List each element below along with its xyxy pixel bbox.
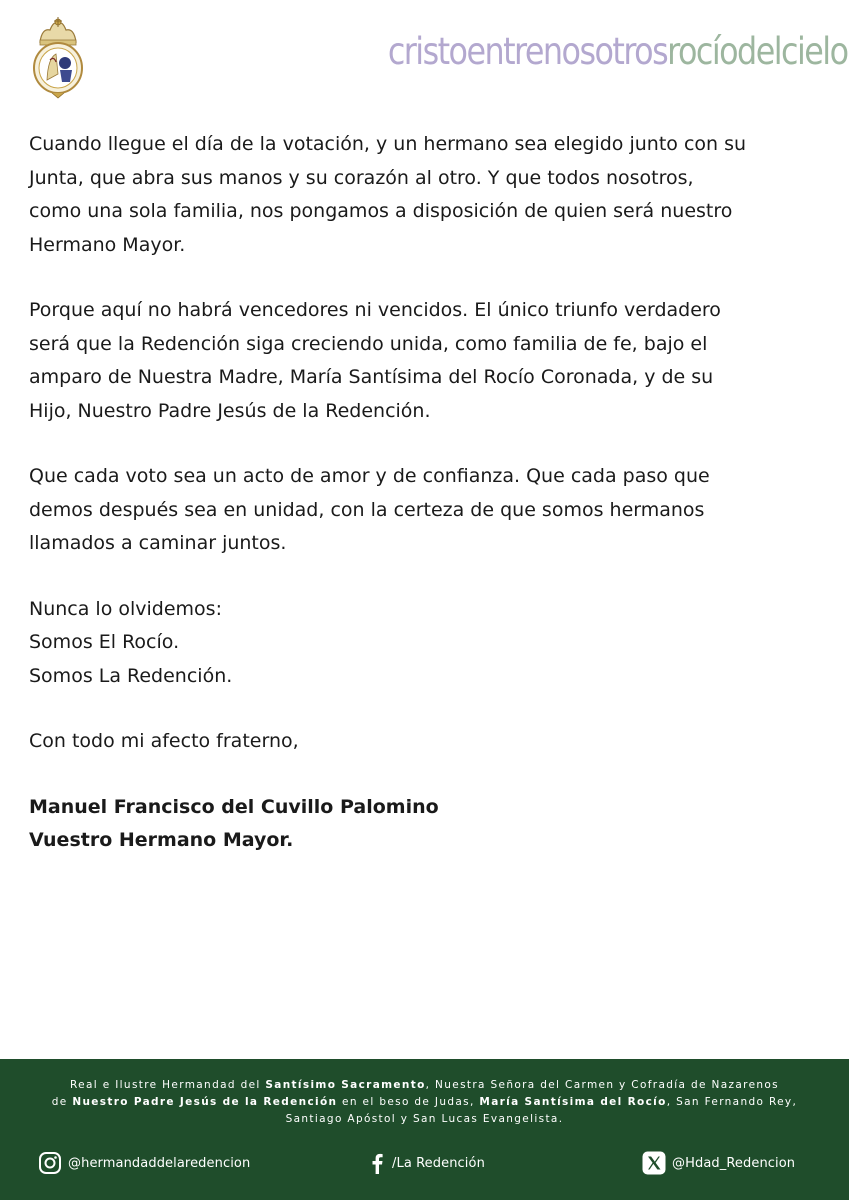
signature <box>29 791 829 858</box>
page-header <box>0 0 849 110</box>
signature-name: Manuel Francisco del Cuvillo Palomino <box>29 795 439 818</box>
legal-text-bold: Santísimo Sacramento <box>265 1079 426 1091</box>
social-x[interactable] <box>642 1151 795 1175</box>
text-line: Hermano Mayor. <box>29 233 186 256</box>
text-line: Que cada voto sea un acto de amor y de confianza. Que cada paso que <box>29 465 710 487</box>
instagram-handle: @hermandaddelaredencion <box>68 1155 251 1171</box>
paragraph-voting <box>29 128 829 262</box>
text-line: amparo de Nuestra Madre, María Santísima del Rocío Coronada, y de su <box>29 366 714 388</box>
facebook-icon <box>368 1151 386 1175</box>
text-line: será que la Redención siga creciendo unida, como familia de fe, bajo el <box>29 332 708 355</box>
legal-text: de <box>51 1096 73 1108</box>
text-line: como una sola familia, nos pongamos a disposición de quien será nuestro <box>29 200 733 222</box>
closing-line <box>29 725 829 759</box>
text-line: Con todo mi afecto fraterno, <box>29 730 299 752</box>
social-instagram[interactable] <box>38 1151 250 1175</box>
legal-text: Real e Ilustre Hermandad del <box>70 1079 266 1091</box>
tagline-part-2: rocíodelcielo <box>666 30 847 73</box>
letter-body <box>29 128 829 890</box>
facebook-handle: /La Redención <box>392 1155 485 1171</box>
legal-text: en el beso de Judas, <box>337 1096 480 1108</box>
text-line: Somos La Redención. <box>29 664 233 687</box>
text-line: Hijo, Nuestro Padre Jesús de la Redención. <box>29 399 431 422</box>
social-facebook[interactable] <box>368 1151 485 1175</box>
paragraph-vote <box>29 460 829 561</box>
signature-title: Vuestro Hermano Mayor. <box>29 829 294 851</box>
tagline-part-1: cristoentrenosotros <box>387 30 667 73</box>
legal-text: , Nuestra Señora del Carmen y Cofradía de Nazarenos <box>425 1079 779 1091</box>
legal-text: Santiago Apóstol y San Lucas Evangelista. <box>285 1113 564 1125</box>
text-line: Nunca lo olvidemos: <box>29 597 222 620</box>
instagram-icon <box>38 1151 62 1175</box>
text-line: Junta, que abra sus manos y su corazón al otro. Y que todos nosotros, <box>29 166 694 189</box>
x-icon <box>642 1151 666 1175</box>
legal-text: , San Fernando Rey, <box>666 1096 798 1108</box>
paragraph-unity <box>29 294 829 428</box>
footer-legal-text <box>14 1077 835 1128</box>
page-footer <box>0 1059 849 1200</box>
legal-text-bold: María Santísima del Rocío <box>479 1096 667 1108</box>
text-line: Porque aquí no habrá vencedores ni vencidos. El único triunfo verdadero <box>29 299 721 321</box>
brotherhood-crest-logo <box>28 14 88 100</box>
text-line: demos después sea en unidad, con la certeza de que somos hermanos <box>29 498 705 521</box>
legal-text-bold: Nuestro Padre Jesús de la Redención <box>72 1096 338 1108</box>
text-line: Somos El Rocío. <box>29 631 180 653</box>
text-line: Cuando llegue el día de la votación, y un hermano sea elegido junto con su <box>29 133 747 155</box>
x-handle: @Hdad_Redencion <box>672 1155 796 1171</box>
text-line: llamados a caminar juntos. <box>29 532 287 554</box>
header-tagline <box>387 30 847 73</box>
paragraph-remember <box>29 593 829 694</box>
